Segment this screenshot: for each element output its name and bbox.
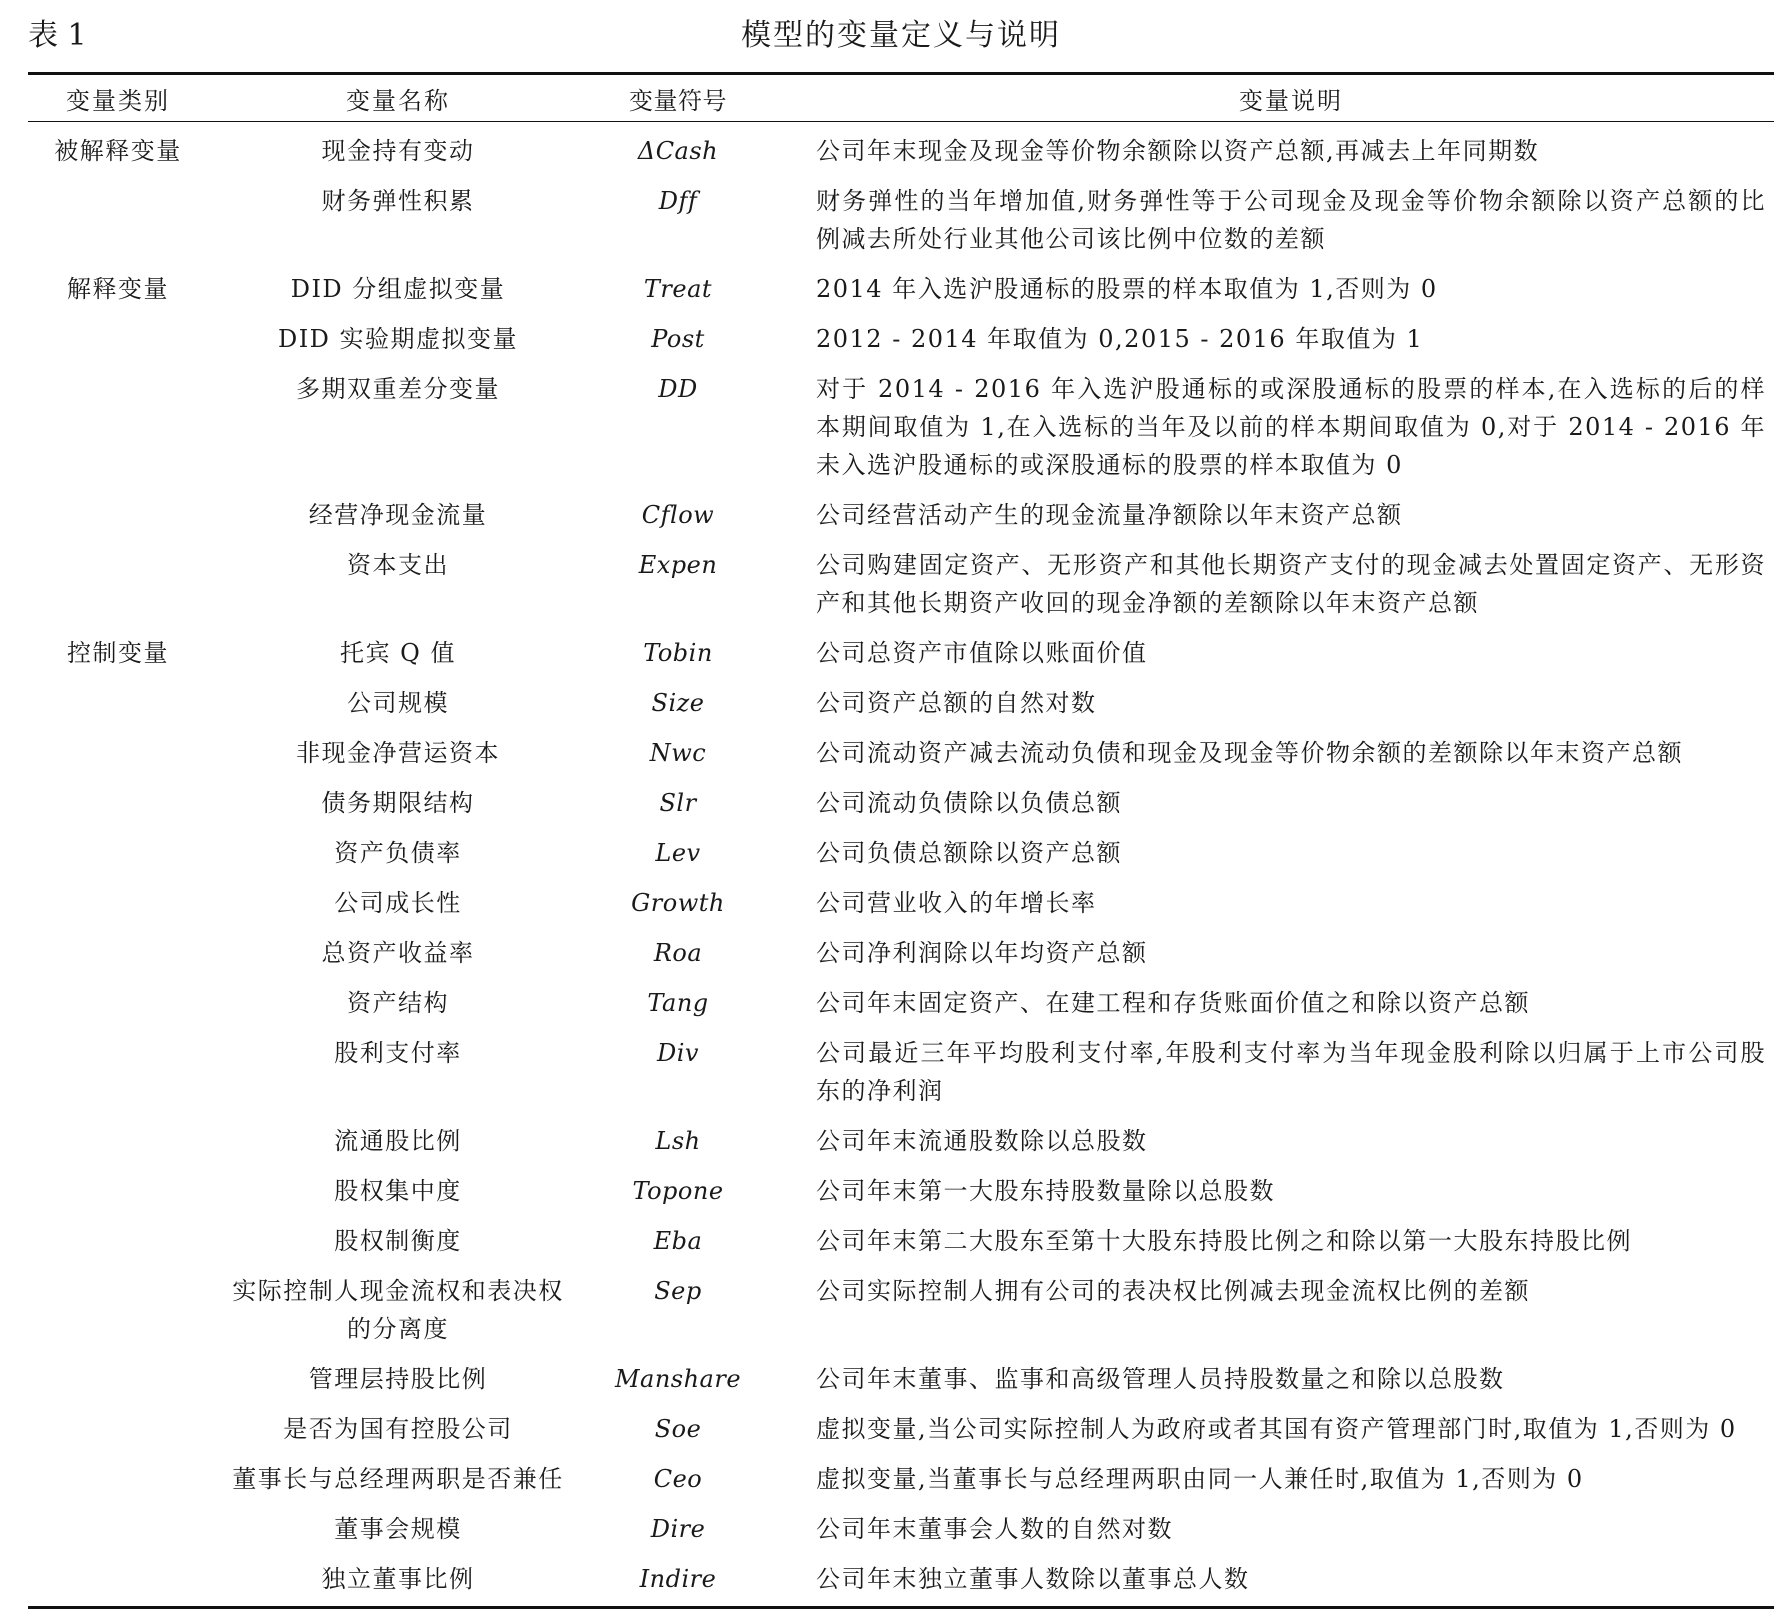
cell-variable-name — [208, 1406, 588, 1456]
cell-category — [28, 1406, 208, 1456]
cell-variable-symbol: Lev — [655, 839, 701, 867]
cell-variable-symbol: Div — [657, 1039, 699, 1067]
table-row — [28, 492, 1774, 542]
cell-variable-description: 公司经营活动产生的现金流量净额除以年末资产总额 — [816, 501, 1403, 529]
table-row — [28, 980, 1774, 1030]
cell-variable-name — [208, 830, 588, 880]
table-row — [28, 930, 1774, 980]
column-header-description: 变量说明 — [1239, 86, 1343, 115]
variable-name-text: 股权集中度 — [334, 1177, 462, 1205]
cell-category — [28, 1118, 208, 1168]
cell-variable-description: 2012 - 2014 年取值为 0,2015 - 2016 年取值为 1 — [816, 325, 1424, 353]
cell-variable-description: 公司净利润除以年均资产总额 — [816, 939, 1148, 967]
variable-name-text: 资产负债率 — [334, 839, 462, 867]
cell-category — [28, 1556, 208, 1606]
cell-variable-symbol: ΔCash — [637, 137, 719, 165]
cell-variable-name — [208, 780, 588, 830]
cell-variable-description: 公司购建固定资产、无形资产和其他长期资产支付的现金减去处置固定资产、无形资产和其他长期资产收回的现金净额的差额除以年末资产总额 — [816, 551, 1766, 617]
cell-variable-symbol: Tobin — [643, 639, 713, 667]
cell-variable-symbol: Lsh — [655, 1127, 701, 1155]
cell-variable-name — [208, 1356, 588, 1406]
variable-name-text: 董事会规模 — [334, 1515, 462, 1543]
cell-variable-name — [208, 366, 588, 492]
cell-variable-symbol: Indire — [639, 1565, 717, 1593]
cell-variable-name — [208, 1030, 588, 1118]
cell-variable-description: 公司营业收入的年增长率 — [816, 889, 1097, 917]
table-row — [28, 1168, 1774, 1218]
cell-category — [28, 1030, 208, 1118]
column-header-symbol: 变量符号 — [629, 86, 727, 115]
table-label: 表 1 — [28, 18, 87, 53]
variable-name-text: 资产结构 — [347, 989, 449, 1017]
cell-category — [28, 178, 208, 266]
cell-category: 解释变量 — [67, 275, 169, 303]
document — [28, 14, 1774, 1609]
cell-category — [28, 980, 208, 1030]
cell-category: 被解释变量 — [54, 137, 182, 165]
cell-variable-name — [208, 178, 588, 266]
cell-category — [28, 316, 208, 366]
cell-variable-description: 公司年末现金及现金等价物余额除以资产总额,再减去上年同期数 — [816, 137, 1540, 165]
cell-variable-name — [208, 542, 588, 630]
table-row — [28, 366, 1774, 492]
variable-name-text: 总资产收益率 — [321, 939, 475, 967]
table-row — [28, 730, 1774, 780]
cell-category — [28, 830, 208, 880]
variable-name-text: 多期双重差分变量 — [296, 375, 500, 403]
cell-variable-name — [208, 1118, 588, 1168]
table-row — [28, 1268, 1774, 1356]
header-row — [28, 75, 1774, 121]
cell-variable-description: 公司年末董事会人数的自然对数 — [816, 1515, 1173, 1543]
cell-variable-description: 虚拟变量,当董事长与总经理两职由同一人兼任时,取值为 1,否则为 0 — [816, 1465, 1584, 1493]
table-row — [28, 780, 1774, 830]
variable-name-text: 股权制衡度 — [334, 1227, 462, 1255]
variable-name-text: 董事长与总经理两职是否兼任 — [232, 1465, 564, 1493]
cell-category: 控制变量 — [67, 639, 169, 667]
cell-variable-name — [208, 730, 588, 780]
cell-variable-symbol: Expen — [638, 551, 718, 579]
variable-name-text: 财务弹性积累 — [321, 187, 475, 215]
cell-variable-description: 公司实际控制人拥有公司的表决权比例减去现金流权比例的差额 — [816, 1277, 1530, 1305]
cell-variable-name — [208, 680, 588, 730]
cell-variable-name — [208, 316, 588, 366]
table-row — [28, 1506, 1774, 1556]
table-caption — [28, 14, 1774, 60]
table-row — [28, 1030, 1774, 1118]
table-row — [28, 1118, 1774, 1168]
cell-variable-description: 公司流动资产减去流动负债和现金及现金等价物余额的差额除以年末资产总额 — [816, 739, 1683, 767]
cell-variable-description: 公司年末第二大股东至第十大股东持股比例之和除以第一大股东持股比例 — [816, 1227, 1632, 1255]
cell-category — [28, 780, 208, 830]
cell-variable-name — [208, 1556, 588, 1606]
cell-category — [28, 880, 208, 930]
cell-variable-symbol: Manshare — [614, 1365, 742, 1393]
table-row — [28, 122, 1774, 178]
table-row — [28, 178, 1774, 266]
variable-name-text: DID 分组虚拟变量 — [290, 275, 506, 303]
cell-category — [28, 1456, 208, 1506]
cell-variable-symbol: Slr — [659, 789, 697, 817]
cell-variable-description: 公司年末董事、监事和高级管理人员持股数量之和除以总股数 — [816, 1365, 1505, 1393]
variable-name-text: 流通股比例 — [334, 1127, 462, 1155]
cell-variable-name — [208, 1218, 588, 1268]
cell-variable-name — [208, 492, 588, 542]
table-row — [28, 830, 1774, 880]
cell-variable-description: 公司年末独立董事人数除以董事总人数 — [816, 1565, 1250, 1593]
cell-variable-symbol: Tang — [647, 989, 709, 1017]
cell-variable-symbol: Nwc — [649, 739, 707, 767]
cell-variable-symbol: Topone — [632, 1177, 724, 1205]
cell-variable-symbol: Size — [651, 689, 705, 717]
cell-variable-symbol: Soe — [654, 1415, 702, 1443]
cell-variable-description: 财务弹性的当年增加值,财务弹性等于公司现金及现金等价物余额除以资产总额的比例减去所处行业其他公司该比例中位数的差额 — [816, 187, 1766, 253]
table-row — [28, 316, 1774, 366]
variable-name-text: DID 实验期虚拟变量 — [277, 325, 519, 353]
cell-category — [28, 1168, 208, 1218]
cell-variable-symbol: Dire — [650, 1515, 706, 1543]
table-row — [28, 1356, 1774, 1406]
cell-variable-symbol: Treat — [643, 275, 713, 303]
cell-variable-name — [208, 266, 588, 316]
table-row — [28, 630, 1774, 680]
cell-variable-name — [208, 630, 588, 680]
cell-variable-symbol: Roa — [653, 939, 703, 967]
table-row — [28, 880, 1774, 930]
table-row — [28, 1456, 1774, 1506]
variable-name-text: 非现金净营运资本 — [296, 739, 500, 767]
variable-name-text: 债务期限结构 — [321, 789, 475, 817]
variable-name-text: 管理层持股比例 — [308, 1365, 488, 1393]
cell-variable-description: 2014 年入选沪股通标的股票的样本取值为 1,否则为 0 — [816, 275, 1438, 303]
cell-variable-name — [208, 980, 588, 1030]
cell-variable-name — [208, 1268, 588, 1356]
cell-variable-symbol: Post — [651, 325, 705, 353]
cell-variable-name — [208, 880, 588, 930]
cell-category — [28, 930, 208, 980]
cell-variable-description: 虚拟变量,当公司实际控制人为政府或者其国有资产管理部门时,取值为 1,否则为 0 — [816, 1415, 1737, 1443]
cell-variable-symbol: Eba — [653, 1227, 703, 1255]
cell-variable-name — [208, 1456, 588, 1506]
variable-definition-table — [28, 75, 1774, 1606]
variable-name-text: 实际控制人现金流权和表决权的分离度 — [232, 1277, 564, 1343]
cell-category — [28, 730, 208, 780]
table-row — [28, 1406, 1774, 1456]
cell-category — [28, 492, 208, 542]
cell-variable-symbol: Cflow — [641, 501, 715, 529]
cell-variable-symbol: Growth — [631, 889, 725, 917]
variable-name-text: 资本支出 — [347, 551, 449, 579]
table-row — [28, 680, 1774, 730]
cell-variable-name — [208, 1506, 588, 1556]
cell-variable-name — [208, 122, 588, 178]
cell-category — [28, 680, 208, 730]
cell-category — [28, 1218, 208, 1268]
cell-variable-symbol: Ceo — [653, 1465, 703, 1493]
cell-variable-description: 公司负债总额除以资产总额 — [816, 839, 1122, 867]
cell-variable-description: 对于 2014 - 2016 年入选沪股通标的或深股通标的股票的样本,在入选标的后的样本期间取值为 1,在入选标的当年及以前的样本期间取值为 0,对于 2014 - 2016 年未入选沪股通标的或深股通标的股票的样本取值为 0 — [816, 375, 1766, 479]
cell-category — [28, 1356, 208, 1406]
variable-name-text: 托宾 Q 值 — [340, 639, 456, 667]
cell-category — [28, 542, 208, 630]
cell-category — [28, 1268, 208, 1356]
column-header-category: 变量类别 — [66, 86, 170, 115]
cell-variable-description: 公司年末流通股数除以总股数 — [816, 1127, 1148, 1155]
cell-variable-description: 公司总资产市值除以账面价值 — [816, 639, 1148, 667]
variable-name-text: 公司规模 — [347, 689, 449, 717]
cell-variable-symbol: Dff — [658, 187, 698, 215]
variable-name-text: 现金持有变动 — [321, 137, 475, 165]
variable-name-text: 公司成长性 — [334, 889, 462, 917]
column-header-name: 变量名称 — [346, 86, 450, 115]
cell-variable-description: 公司资产总额的自然对数 — [816, 689, 1097, 717]
cell-variable-description: 公司流动负债除以负债总额 — [816, 789, 1122, 817]
cell-variable-description: 公司最近三年平均股利支付率,年股利支付率为当年现金股利除以归属于上市公司股东的净利润 — [816, 1039, 1766, 1105]
cell-variable-description: 公司年末固定资产、在建工程和存货账面价值之和除以资产总额 — [816, 989, 1530, 1017]
table-row — [28, 1556, 1774, 1606]
variable-name-text: 是否为国有控股公司 — [283, 1415, 513, 1443]
cell-variable-name — [208, 1168, 588, 1218]
cell-variable-symbol: DD — [658, 375, 698, 403]
cell-variable-name — [208, 930, 588, 980]
table-row — [28, 542, 1774, 630]
cell-variable-symbol: Sep — [654, 1277, 702, 1305]
table-row — [28, 266, 1774, 316]
table-row — [28, 1218, 1774, 1268]
cell-variable-description: 公司年末第一大股东持股数量除以总股数 — [816, 1177, 1275, 1205]
variable-name-text: 经营净现金流量 — [308, 501, 488, 529]
variable-name-text: 独立董事比例 — [321, 1565, 475, 1593]
table-title: 模型的变量定义与说明 — [741, 18, 1061, 53]
variable-name-text: 股利支付率 — [334, 1039, 462, 1067]
cell-category — [28, 1506, 208, 1556]
cell-category — [28, 366, 208, 492]
